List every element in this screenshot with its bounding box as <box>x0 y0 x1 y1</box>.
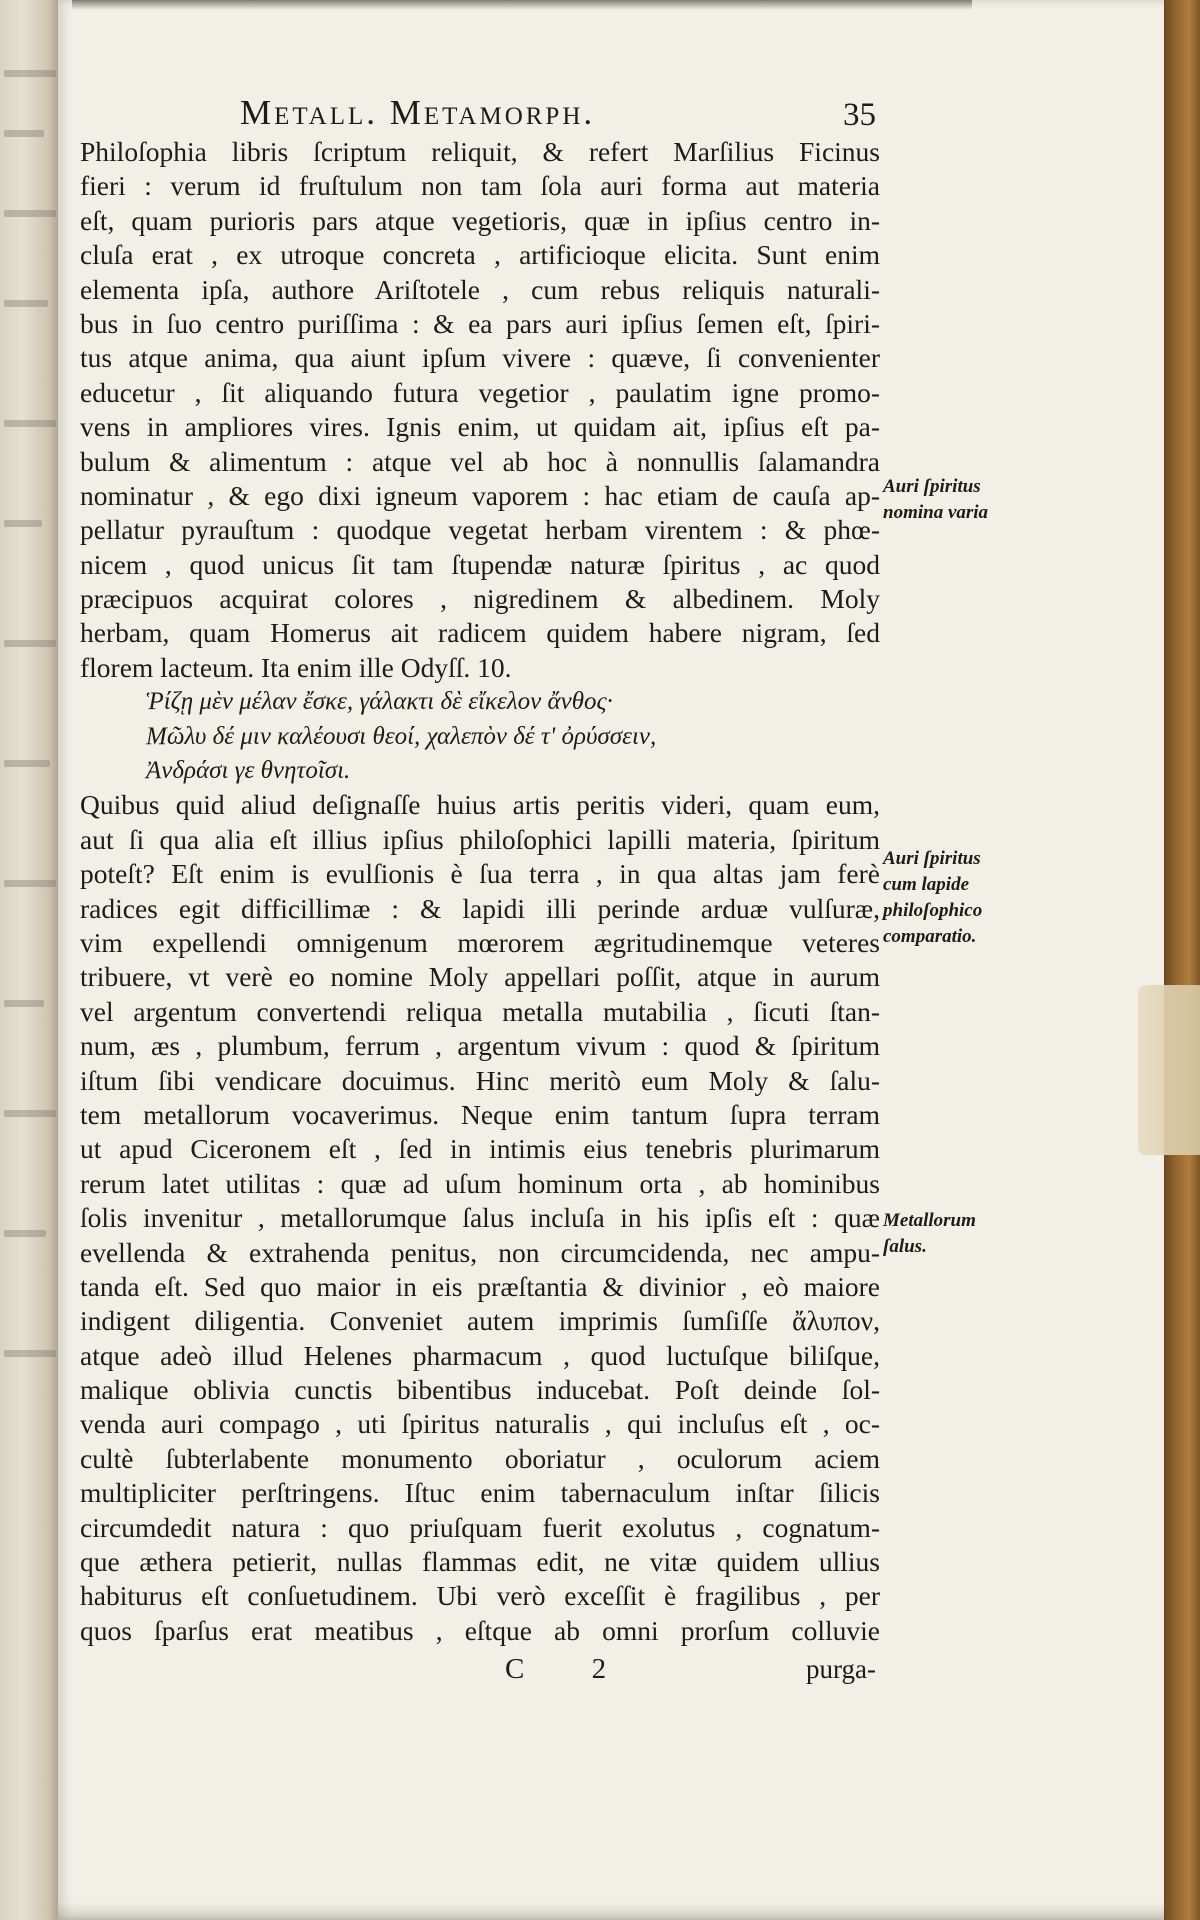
text-line: herbam, quam Homerus ait radicem quidem habere nigram, ſed <box>80 617 880 649</box>
text-line: tem metallorum vocaverimus. Neque enim tantum ſupra terram <box>80 1098 880 1130</box>
text-line: nominatur , & ego dixi igneum vaporem : hac etiam de cauſa ap- <box>80 479 880 511</box>
text-line: tribuere, vt verè eo nomine Moly appellari poſſit, atque in aurum <box>80 961 880 993</box>
text-line: tanda eſt. Sed quo maior in eis præſtantia & divinior , eò maiore <box>80 1270 880 1302</box>
margin-note-auri-spiritus-comparatio <box>883 846 1033 950</box>
margin-note-line: Metallorum <box>883 1210 976 1231</box>
verse-line: Μῶλυ δέ μιν καλέουσι θεοί, χαλεπὸν δέ τ' ὀρύσσειν, <box>146 722 657 750</box>
page-bottom-edge <box>58 1902 1168 1920</box>
text-line: cultè ſubterlabente monumento oboriatur , oculorum aciem <box>80 1442 880 1474</box>
previous-line-shadow <box>72 0 972 10</box>
text-line: elementa ipſa, authore Ariſtotele , cum rebus reliquis naturali- <box>80 273 880 305</box>
text-line: bus in ſuo centro puriſſima : & ea pars auri ipſius ſemen eſt, ſpiri- <box>80 307 880 339</box>
catchword: purga- <box>806 1654 876 1684</box>
text-line: poteſt? Eſt enim is evulſionis è ſua terra , in qua altas jam ferè <box>80 858 880 890</box>
text-line: num, æs , plumbum, ferrum , argentum vivum : quod & ſpiritum <box>80 1030 880 1062</box>
margin-note-metallorum-salus <box>883 1208 1033 1260</box>
binding-tape <box>1138 985 1200 1155</box>
signature-mark: C 2 <box>505 1653 637 1685</box>
text-line: malique oblivia cunctis bibentibus inducebat. Poſt deinde ſol- <box>80 1374 880 1406</box>
text-line: nicem , quod unicus ſit tam ſtupendæ naturæ ſpiritus , ac quod <box>80 548 880 580</box>
margin-note-line: Auri ſpiritus <box>883 848 981 869</box>
text-line: cluſa erat , ex utroque concreta , artificioque elicita. Sunt enim <box>80 239 880 271</box>
text-line: venda auri compago , uti ſpiritus naturalis , qui incluſus eſt , oc- <box>80 1408 880 1440</box>
text-line: præcipuos acquirat colores , nigredinem & albedinem. Moly <box>80 583 880 615</box>
text-line: que æthera petierit, nullas flammas edit, ne vitæ quidem ullius <box>80 1546 880 1578</box>
verse-line: Ῥίζῃ μὲν μέλαν ἔσκε, γάλακτι δὲ εἴκελον ἄνθος· <box>146 688 613 716</box>
text-line: rerum latet utilitas : quæ ad uſum hominum orta , ab hominibus <box>80 1167 880 1199</box>
text-line: bulum & alimentum : atque vel ab hoc à nonnullis ſalamandra <box>80 445 880 477</box>
text-line: educetur , ſit aliquando futura vegetior , paulatim igne promo- <box>80 376 880 408</box>
verse-line: Ἀνδράσι γε θνητοῖσι. <box>146 757 351 785</box>
text-line: tus atque anima, qua aiunt ipſum vivere : quæve, ſi convenienter <box>80 342 880 374</box>
text-line: habiturus eſt conſuetudinem. Ubi verò exceſſit è fragilibus , per <box>80 1580 880 1612</box>
running-head: Metall. Metamorph. <box>240 93 596 132</box>
margin-note-line: philoſophico <box>883 900 983 921</box>
text-line: indigent diligentia. Conveniet autem imprimis ſumſiſſe ἄλυπον, <box>80 1305 880 1337</box>
text-line: pellatur pyrauſtum : quodque vegetat herbam virentem : & phœ- <box>80 514 880 546</box>
margin-note-line: ſalus. <box>883 1236 927 1257</box>
text-line: vim expellendi omnigenum mœrorem ægritudinemque veteres <box>80 926 880 958</box>
text-line: fieri : verum id fruſtulum non tam ſola auri forma aut materia <box>80 170 880 202</box>
text-line: evellenda & extrahenda penitus, non circumcidenda, nec ampu- <box>80 1236 880 1268</box>
text-line: florem lacteum. Ita enim ille Odyſſ. 10. <box>80 651 512 683</box>
margin-note-auri-spiritus-nomina <box>883 474 1033 526</box>
page-number: 35 <box>843 97 876 133</box>
text-line: eſt, quam purioris pars atque vegetioris, quæ in ipſius centro in- <box>80 204 880 236</box>
greek-quotation <box>80 685 880 788</box>
text-line: circumdedit natura : quo priuſquam fuerit exolutus , cognatum- <box>80 1511 880 1543</box>
margin-note-line: Auri ſpiritus <box>883 476 981 497</box>
text-line: multipliciter perſtringens. Iſtuc enim tabernaculum inſtar ſilicis <box>80 1477 880 1509</box>
text-line: atque adeò illud Helenes pharmacum , quod luctuſque biliſque, <box>80 1339 880 1371</box>
text-line: vens in ampliores vires. Ignis enim, ut quidam ait, ipſius eſt pa- <box>80 411 880 443</box>
text-line: vel argentum convertendi reliqua metalla mutabilia , ſicuti ſtan- <box>80 995 880 1027</box>
text-line: Quibus quid aliud deſignaſſe huius artis peritis videri, quam eum, <box>80 789 880 821</box>
main-text <box>80 135 880 1648</box>
facing-page-edge <box>0 0 64 1920</box>
text-line: iſtum ſibi vendicare docuimus. Hinc meritò eum Moly & ſalu- <box>80 1064 880 1096</box>
text-line: Philoſophia libris ſcriptum reliquit, & refert Marſilius Ficinus <box>80 136 880 167</box>
text-line: ut apud Ciceronem eſt , ſed in intimis eius tenebris plurimarum <box>80 1133 880 1165</box>
text-line: ſolis invenitur , metallorumque ſalus incluſa in his ipſis eſt : quæ <box>80 1202 880 1234</box>
margin-note-line: comparatio. <box>883 926 977 947</box>
margin-note-line: cum lapide <box>883 874 970 895</box>
wood-background <box>1164 0 1200 1920</box>
margin-note-line: nomina varia <box>883 502 989 523</box>
text-line: radices egit difficillimæ : & lapidi illi perinde arduæ vulſuræ, <box>80 892 880 924</box>
text-line: aut ſi qua alia eſt illius ipſius philoſophici lapilli materia, ſpiritum <box>80 823 880 855</box>
text-line: quos ſparſus erat meatibus , eſtque ab omni prorſum colluvie <box>80 1614 880 1646</box>
